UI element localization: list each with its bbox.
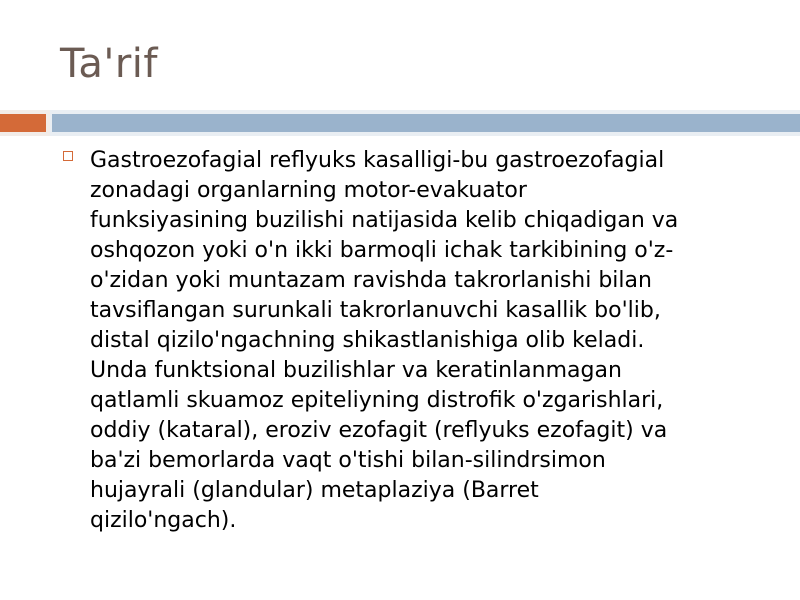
title-rule-blue-bar <box>52 114 800 132</box>
body-line: tavsiflangan surunkali takrorlanuvchi kasallik bo'lib, <box>90 298 661 323</box>
body-line: distal qizilo'ngachning shikastlanishiga olib keladi. <box>90 328 645 353</box>
body-line: qizilo'ngach). <box>90 508 237 533</box>
body-line: ba'zi bemorlarda vaqt o'tishi bilan-silindrsimon <box>90 448 606 473</box>
hollow-square-bullet-icon <box>63 151 73 161</box>
body-line: Unda funktsional buzilishlar va keratinlanmagan <box>90 358 622 383</box>
body-line: Gastroezofagial reflyuks kasalligi-bu gastroezofagial <box>90 148 665 173</box>
bullet-body-text <box>90 146 770 536</box>
body-line: oshqozon yoki o'n ikki barmoqli ichak tarkibining o'z- <box>90 238 674 263</box>
body-line: o'zidan yoki muntazam ravishda takrorlanishi bilan <box>90 268 652 293</box>
title-rule-orange-accent <box>0 114 46 132</box>
body-line: qatlamli skuamoz epiteliyning distrofik o'zgarishlari, <box>90 388 664 413</box>
slide-title: Ta'rif <box>60 41 158 87</box>
body-line: funksiyasining buzilishi natijasida kelib chiqadigan va <box>90 208 679 233</box>
body-line: zonadagi organlarning motor-evakuator <box>90 178 527 203</box>
body-line: oddiy (kataral), eroziv ezofagit (reflyuks ezofagit) va <box>90 418 668 443</box>
body-line: hujayrali (glandular) metaplaziya (Barret <box>90 478 539 503</box>
